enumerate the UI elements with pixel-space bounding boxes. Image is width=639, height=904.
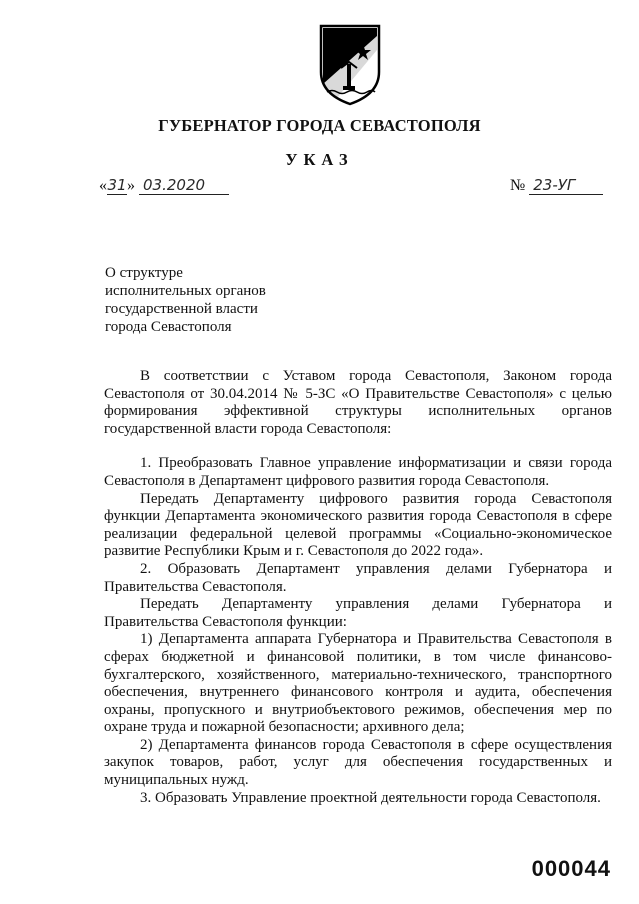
- clause-2-item-2: 2) Департамента финансов города Севастополя в сфере осуществления закупок товаров, работ, услуг для обеспечения государственных и муниципальных нужд.: [104, 736, 612, 789]
- subject-line: О структуре: [105, 265, 183, 281]
- subject-line: города Севастополя: [105, 319, 232, 335]
- clause-2: 2. Образовать Департамент управления делами Губернатора и Правительства Севастополя.: [104, 560, 612, 595]
- subject-line: государственной власти: [105, 301, 258, 317]
- clause-2-item-1: 1) Департамента аппарата Губернатора и Правительства Севастополя в сферах бюджетной и финансовой политики, в том числе финансово-бухгалтерского, хозяйственного, материально-технического, транспортного обеспечения, внутреннего финансового контроля и аудита, обеспечения охраны, пропускного и внутриобъектового режимов, обеспечения мер по охране труда и пожарной безопасности; архивного дела;: [104, 631, 612, 736]
- date-close-quote: »: [127, 177, 135, 194]
- date-open-quote: «: [99, 177, 107, 194]
- clause-1: 1. Преобразовать Главное управление информатизации и связи города Севастополя в Департамент цифрового развития города Севастополя.: [104, 455, 612, 489]
- clause-2-transfer: Передать Департаменту управления делами Губернатора и Правительства Севастополя функции:: [104, 596, 612, 630]
- decree-date: [99, 176, 229, 195]
- subject-line: исполнительных органов: [105, 283, 266, 299]
- preamble-paragraph: В соответствии с Уставом города Севастополя, Законом города Севастополя от 30.04.2014 № 5-ЗС «О Правительстве Севастополя» с целью формирования эффективной структуры исполнительных органов государственной власти города Севастополя:: [104, 368, 612, 437]
- number-prefix: №: [510, 177, 526, 194]
- document-type: УКАЗ: [285, 150, 354, 169]
- clause-3: 3. Образовать Управление проектной деятельности города Севастополя.: [140, 789, 601, 806]
- issuer-title: ГУБЕРНАТОР ГОРОДА СЕВАСТОПОЛЯ: [158, 116, 481, 135]
- decree-body: [104, 368, 612, 807]
- clause-1-transfer: Передать Департаменту цифрового развития города Севастополя функции Департамента экономического развития города Севастополя в сфере реализации федеральной целевой программы «Социально-экономическое развитие Республики Крым и г. Севастополя до 2022 года».: [104, 490, 612, 560]
- decree-number: [510, 176, 603, 195]
- decree-subject: [105, 264, 266, 336]
- sheet-number: 000044: [531, 856, 611, 881]
- date-day: 31: [107, 176, 127, 194]
- coat-of-arms-icon: [317, 22, 383, 106]
- date-month-year: 03.2020: [139, 176, 229, 195]
- number-value: 23-УГ: [529, 176, 603, 195]
